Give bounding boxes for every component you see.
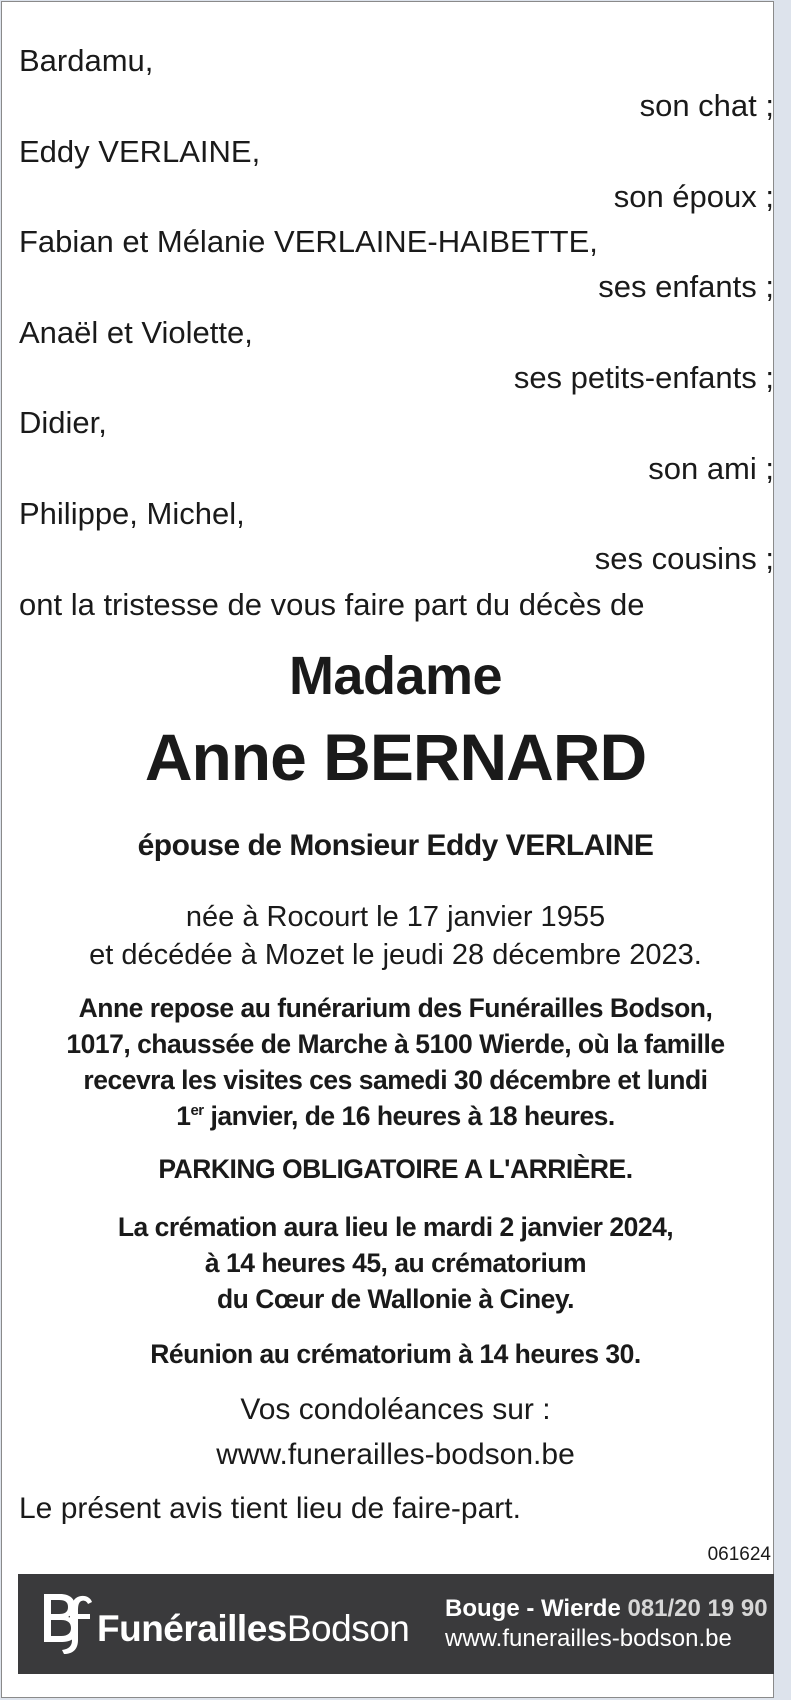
condolences xyxy=(0,1387,791,1477)
condolences-link[interactable]: www.funerailles-bodson.be xyxy=(216,1438,575,1471)
reunion-info: Réunion au crématorium à 14 heures 30. xyxy=(150,1339,641,1369)
funeral-home-banner xyxy=(18,1574,774,1674)
family-member-name: Bardamu, xyxy=(19,43,154,78)
family-list xyxy=(19,38,774,627)
notice-text: Le présent avis tient lieu de faire-part. xyxy=(19,1492,521,1525)
cremation-line: à 14 heures 45, au crématorium xyxy=(204,1248,587,1278)
funeral-home-location: Bouge - Wierde xyxy=(445,1595,621,1622)
family-member-relation: ses cousins ; xyxy=(594,541,774,577)
day-number: 1 xyxy=(176,1101,191,1131)
reference-number: 061624 xyxy=(707,1544,771,1565)
deceased-title: Madame xyxy=(288,646,503,706)
repose-line: Anne repose au funérarium des Funérailles Bodson, xyxy=(78,993,713,1023)
repose-line: recevra les visites ces samedi 30 décembre et lundi xyxy=(83,1065,708,1095)
condolences-label: Vos condoléances sur : xyxy=(240,1393,551,1426)
family-member-relation: son chat ; xyxy=(639,88,774,124)
family-member-relation: ses petits-enfants ; xyxy=(513,360,774,396)
family-member-name: Fabian et Mélanie VERLAINE-HAIBETTE, xyxy=(19,224,598,260)
repose-line: 1017, chaussée de Marche à 5100 Wierde, où la famille xyxy=(66,1029,725,1059)
family-member-relation: son ami ; xyxy=(648,450,774,486)
family-member-name: Anaël et Violette, xyxy=(19,314,253,350)
funeral-home-contact xyxy=(445,1594,770,1654)
funeral-home-phone[interactable]: 081/20 19 90 xyxy=(627,1595,768,1622)
repose-line xyxy=(0,1098,791,1134)
cremation-line: La crémation aura lieu le mardi 2 janvier 2024, xyxy=(117,1212,674,1242)
family-member-name: Philippe, Michel, xyxy=(19,495,245,531)
cremation-info xyxy=(0,1209,791,1317)
cremation-line: du Cœur de Wallonie à Ciney. xyxy=(216,1284,575,1314)
ordinal-suffix: er xyxy=(190,1102,204,1120)
family-member-name: Eddy VERLAINE, xyxy=(19,133,261,169)
life-dates xyxy=(0,898,791,974)
death-line: et décédée à Mozet le jeudi 28 décembre 2023. xyxy=(89,939,702,971)
family-member-relation: ses enfants ; xyxy=(598,269,774,305)
parking-notice: PARKING OBLIGATOIRE A L'ARRIÈRE. xyxy=(158,1154,633,1184)
deceased-spouse: épouse de Monsieur Eddy VERLAINE xyxy=(137,829,654,862)
deceased-name: Anne BERNARD xyxy=(144,720,647,794)
family-member-name: Didier, xyxy=(19,405,107,441)
funeral-home-website[interactable]: www.funerailles-bodson.be xyxy=(445,1625,732,1652)
repose-info xyxy=(0,990,791,1134)
funeral-home-logo xyxy=(97,1606,409,1652)
bodson-monogram-icon xyxy=(36,1590,94,1656)
family-member-relation: son époux ; xyxy=(613,178,774,214)
repose-line-rest: janvier, de 16 heures à 18 heures. xyxy=(203,1101,615,1131)
logo-part-1: Funérailles xyxy=(97,1608,287,1649)
announcement-text: ont la tristesse de vous faire part du décès de xyxy=(19,586,645,622)
birth-line: née à Rocourt le 17 janvier 1955 xyxy=(185,901,606,933)
logo-part-2: Bodson xyxy=(286,1608,410,1649)
